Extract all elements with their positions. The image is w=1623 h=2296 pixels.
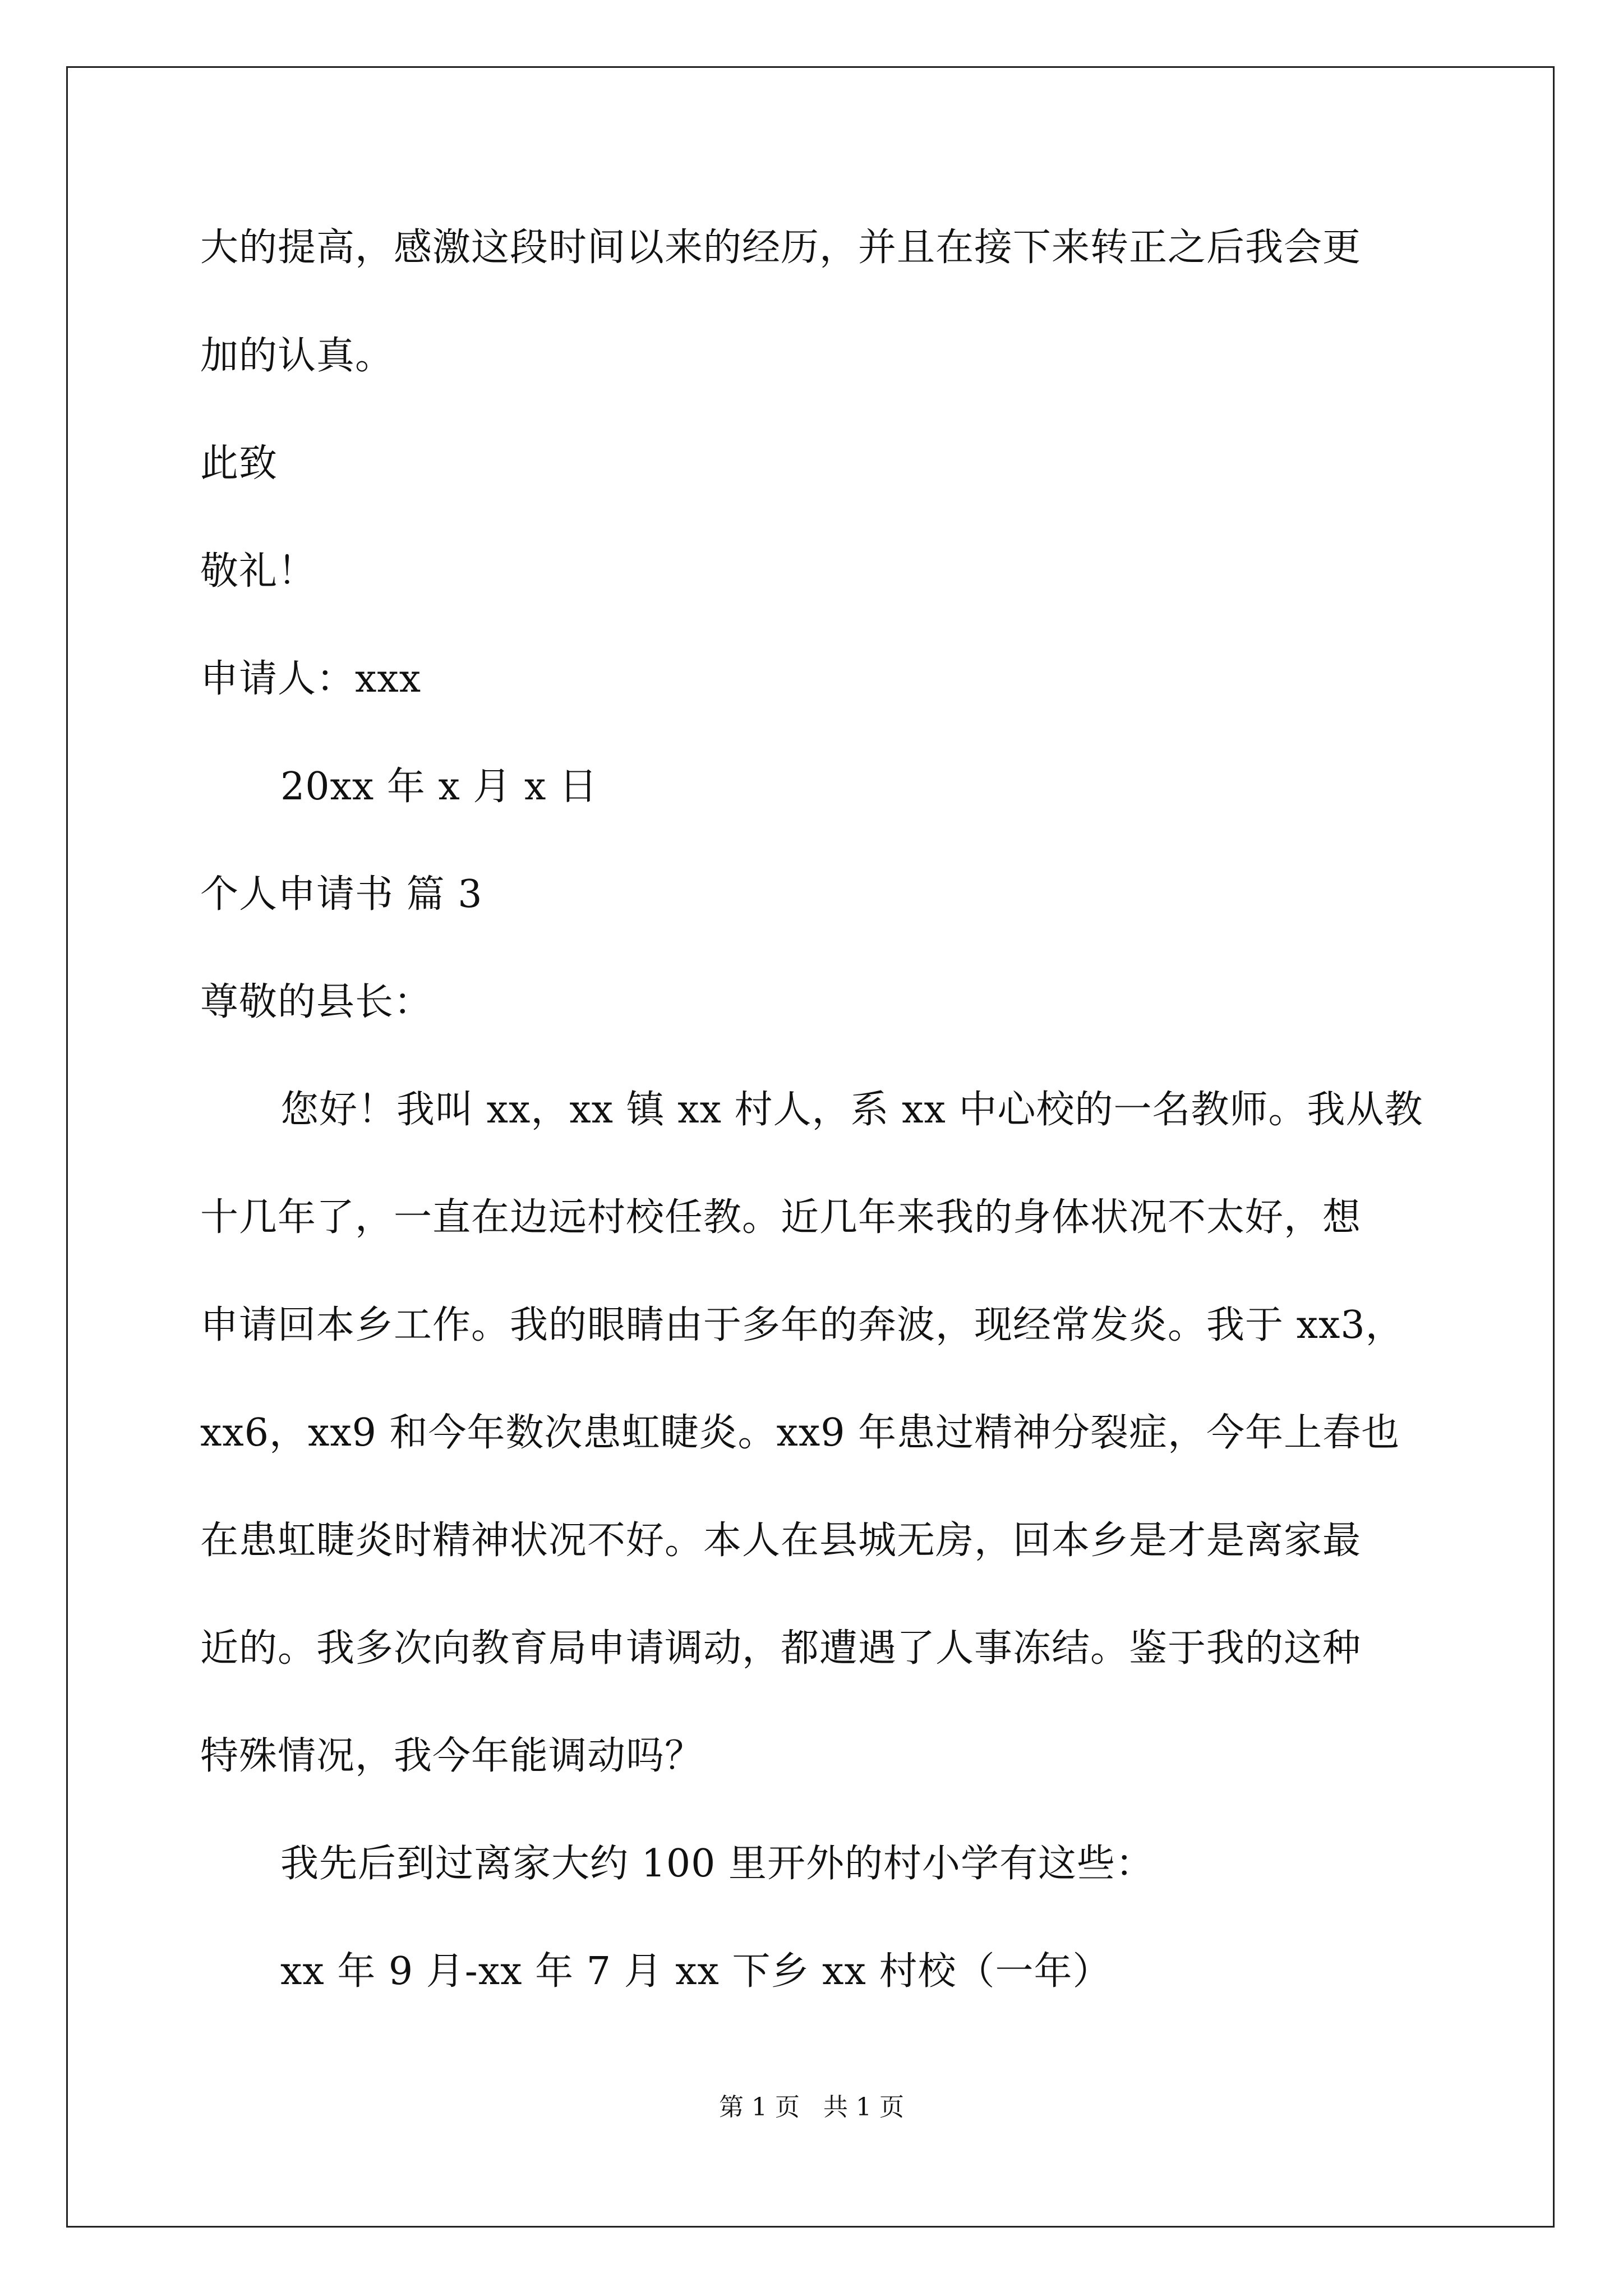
paragraph-line: 在患虹睫炎时精神状况不好。本人在县城无房，回本乡是才是离家最 [200, 1519, 1362, 1563]
closing-regards: 敬礼！ [200, 549, 317, 593]
paragraph-line: 特殊情况，我今年能调动吗？ [200, 1734, 704, 1778]
paragraph-line: 十几年了，一直在边远村校任教。近几年来我的身体状况不太好，想 [200, 1195, 1362, 1240]
letter-salutation: 尊敬的县长： [200, 980, 433, 1024]
closing-salutation: 此致 [200, 441, 278, 486]
paragraph-line: 大的提高，感激这段时间以来的经历，并且在接下来转正之后我会更 [200, 226, 1362, 270]
paragraph-line: 加的认真。 [200, 334, 394, 378]
page-number-footer: 第 1 页 共 1 页 [719, 2093, 904, 2122]
paragraph-line: 您好！我叫 xx，xx 镇 xx 村人，系 xx 中心校的一名教师。我从教 [280, 1088, 1423, 1132]
paragraph-line: 我先后到过离家大约 100 里开外的村小学有这些： [280, 1842, 1155, 1886]
section-heading: 个人申请书 篇 3 [200, 872, 483, 917]
page-border [66, 66, 1555, 2228]
paragraph-line: 申请回本乡工作。我的眼睛由于多年的奔波，现经常发炎。我于 xx3， [200, 1303, 1404, 1347]
paragraph-line: 近的。我多次向教育局申请调动，都遭遇了人事冻结。鉴于我的这种 [200, 1626, 1362, 1671]
applicant-signature: 申请人：xxx [200, 657, 422, 701]
paragraph-line: xx6，xx9 和今年数次患虹睫炎。xx9 年患过精神分裂症，今年上春也 [200, 1411, 1400, 1455]
paragraph-line: xx 年 9 月-xx 年 7 月 xx 下乡 xx 村校（一年） [280, 1949, 1112, 1994]
signature-date: 20xx 年 x 月 x 日 [280, 765, 598, 809]
